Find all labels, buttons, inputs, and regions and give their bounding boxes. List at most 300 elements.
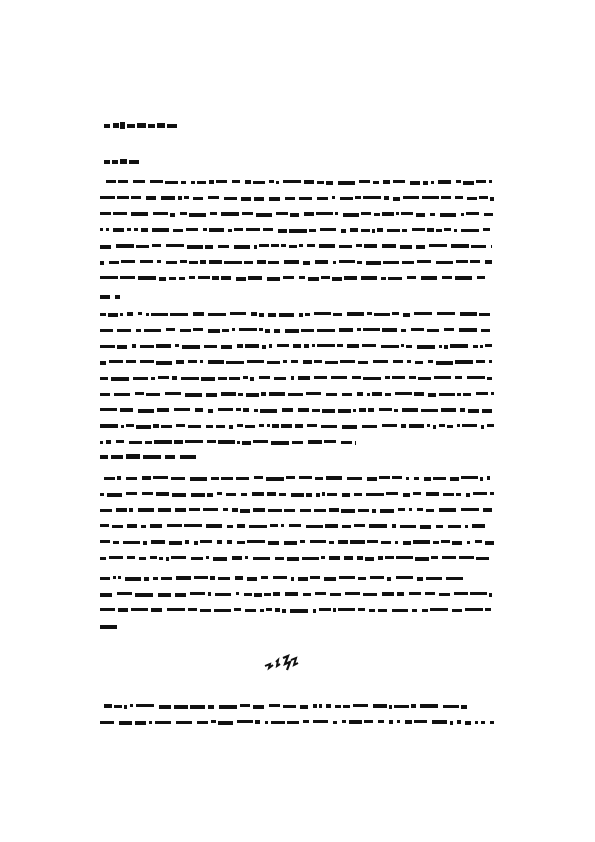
glyph-run [190, 705, 205, 709]
glyph-run [151, 608, 162, 612]
glyph-run [261, 576, 268, 579]
glyph-run [362, 425, 377, 428]
glyph-run [476, 180, 486, 183]
glyph-run [242, 441, 251, 445]
glyph-run [409, 592, 421, 595]
glyph-run [424, 477, 431, 481]
glyph-run [124, 705, 127, 709]
glyph-run [489, 360, 492, 363]
glyph-run [193, 312, 204, 316]
glyph-run [131, 196, 141, 199]
glyph-run [428, 393, 436, 397]
glyph-run [113, 541, 119, 544]
glyph-run [232, 508, 238, 512]
glyph-run [350, 228, 358, 232]
glyph-run [206, 524, 222, 528]
glyph-run [341, 441, 352, 444]
glyph-run [252, 492, 264, 496]
glyph-run [436, 261, 453, 264]
glyph-run [338, 540, 348, 544]
glyph-run [135, 593, 153, 597]
glyph-run [485, 344, 492, 347]
glyph-run [339, 260, 355, 263]
glyph-run [161, 425, 172, 428]
glyph-run [243, 408, 249, 412]
glyph-run [194, 541, 198, 545]
glyph-run [319, 608, 331, 611]
glyph-run [393, 180, 405, 183]
glyph-run [451, 244, 469, 248]
glyph-run [410, 181, 420, 185]
glyph-run [385, 393, 391, 396]
glyph-run [357, 556, 363, 560]
glyph-run [222, 329, 229, 332]
glyph-run [237, 720, 253, 723]
glyph-run [224, 197, 237, 200]
glyph-run [367, 312, 372, 315]
glyph-run [432, 720, 447, 724]
glyph-run [409, 376, 416, 379]
glyph-run [151, 377, 155, 380]
glyph-run [100, 493, 104, 496]
glyph-run [433, 541, 439, 544]
glyph-run [298, 577, 308, 581]
text-line [0, 422, 595, 430]
glyph-run [306, 392, 321, 395]
glyph-run [443, 493, 454, 496]
glyph-run [265, 721, 268, 724]
glyph-run [463, 393, 471, 396]
glyph-run [325, 361, 338, 364]
glyph-run [172, 493, 186, 497]
glyph-run [141, 228, 148, 232]
glyph-run [239, 328, 257, 331]
glyph-run [180, 260, 187, 263]
glyph-run [248, 276, 262, 280]
glyph-run [188, 608, 197, 611]
glyph-run [372, 392, 382, 396]
glyph-run [293, 344, 301, 348]
glyph-run [406, 345, 412, 348]
glyph-run [392, 376, 405, 379]
glyph-run [450, 477, 459, 481]
glyph-run [273, 592, 280, 596]
glyph-run [354, 493, 362, 496]
glyph-run [254, 476, 263, 479]
glyph-run [354, 524, 365, 527]
glyph-run [208, 329, 220, 333]
glyph-run [320, 228, 336, 231]
glyph-run [396, 212, 399, 215]
text-line [0, 390, 595, 398]
glyph-run [388, 277, 402, 280]
glyph-run [455, 276, 472, 280]
glyph-run [355, 441, 356, 445]
glyph-run [385, 376, 390, 379]
glyph-run [278, 229, 287, 233]
text-line [0, 438, 595, 446]
glyph-run [461, 476, 478, 479]
glyph-run [444, 345, 448, 349]
text-line [0, 374, 595, 382]
glyph-run [315, 477, 323, 480]
glyph-run [159, 557, 163, 560]
glyph-run [120, 313, 123, 316]
glyph-run [415, 361, 423, 364]
glyph-run [378, 556, 383, 560]
glyph-run [347, 312, 364, 316]
glyph-run [456, 260, 468, 263]
glyph-run [343, 213, 359, 217]
glyph-run [490, 197, 494, 201]
glyph-run [139, 557, 146, 560]
glyph-run [490, 492, 494, 495]
glyph-run [150, 556, 157, 559]
glyph-run [215, 593, 231, 596]
glyph-run [429, 244, 447, 247]
glyph-run [434, 376, 451, 379]
glyph-run [313, 609, 316, 613]
glyph-run [272, 424, 279, 428]
glyph-run [300, 705, 308, 709]
glyph-run [367, 393, 370, 396]
glyph-run [397, 592, 404, 596]
glyph-run [176, 721, 192, 724]
text-line [0, 274, 595, 282]
glyph-run [422, 196, 439, 199]
glyph-run [120, 276, 135, 279]
text-line [0, 310, 595, 318]
glyph-run [352, 376, 361, 379]
glyph-run [279, 313, 294, 317]
glyph-run [335, 212, 338, 215]
glyph-run [309, 229, 316, 232]
glyph-run [169, 541, 182, 545]
glyph-run [204, 345, 217, 348]
glyph-run [100, 424, 118, 428]
glyph-run [299, 313, 303, 317]
glyph-run [465, 525, 468, 528]
glyph-run [363, 196, 381, 199]
glyph-run [314, 376, 327, 379]
glyph-run [412, 228, 425, 231]
glyph-run [100, 608, 115, 611]
glyph-run [115, 295, 120, 299]
glyph-run [286, 476, 295, 479]
glyph-run [457, 424, 460, 427]
glyph-run [403, 541, 411, 545]
glyph-run [299, 476, 312, 479]
glyph-run [152, 228, 169, 232]
glyph-run [314, 312, 331, 315]
glyph-run [283, 180, 301, 183]
glyph-run [253, 440, 268, 443]
glyph-run [422, 609, 428, 612]
glyph-run [107, 493, 122, 497]
glyph-run [208, 409, 213, 413]
glyph-run [317, 329, 335, 332]
glyph-run [312, 409, 320, 412]
glyph-run [100, 557, 106, 560]
glyph-run [181, 377, 199, 380]
glyph-run [282, 609, 286, 613]
glyph-run [487, 476, 490, 480]
glyph-run [247, 577, 257, 581]
glyph-run [143, 541, 147, 545]
glyph-run [303, 720, 309, 723]
glyph-run [306, 525, 323, 528]
glyph-run [153, 424, 159, 428]
glyph-run [157, 408, 169, 412]
text-line [0, 342, 595, 350]
glyph-run [392, 609, 408, 612]
glyph-run [326, 181, 333, 185]
glyph-run [482, 409, 492, 413]
glyph-run [267, 361, 280, 364]
glyph-run [197, 181, 206, 184]
glyph-run [341, 229, 346, 233]
glyph-run [198, 276, 210, 279]
glyph-run [218, 577, 230, 580]
glyph-run [127, 556, 135, 559]
glyph-run [242, 212, 253, 215]
glyph-run [244, 593, 252, 596]
glyph-run [166, 261, 177, 264]
glyph-run [265, 329, 270, 333]
glyph-run [338, 608, 355, 611]
glyph-run [253, 705, 264, 709]
glyph-run [455, 360, 473, 364]
glyph-run [457, 393, 461, 396]
glyph-run [208, 705, 214, 709]
glyph-run [125, 577, 141, 581]
glyph-run [100, 361, 106, 365]
glyph-run [436, 525, 443, 528]
glyph-run [344, 556, 353, 560]
glyph-run [229, 425, 233, 429]
glyph-run [247, 360, 264, 363]
glyph-run [243, 376, 248, 379]
glyph-run [382, 328, 397, 332]
text-line [0, 506, 595, 514]
glyph-run [210, 212, 217, 215]
glyph-run [237, 524, 245, 528]
glyph-run [207, 440, 216, 443]
glyph-run [176, 576, 191, 580]
glyph-run [247, 540, 265, 543]
glyph-run [188, 425, 201, 428]
glyph-run [138, 409, 154, 413]
glyph-run [452, 541, 462, 545]
glyph-run [411, 704, 416, 708]
glyph-run [186, 228, 198, 231]
glyph-run [321, 425, 337, 428]
glyph-run [452, 609, 462, 612]
glyph-run [189, 261, 198, 264]
glyph-run [392, 312, 399, 315]
glyph-run [279, 493, 286, 496]
glyph-run [253, 181, 265, 184]
glyph-run [310, 576, 320, 579]
glyph-run [367, 540, 378, 543]
glyph-run [260, 409, 277, 413]
glyph-run [358, 608, 365, 611]
glyph-run [345, 592, 360, 595]
glyph-run [394, 705, 409, 708]
glyph-run [244, 261, 253, 264]
glyph-run [106, 180, 116, 183]
glyph-run [392, 476, 402, 479]
glyph-run [219, 705, 237, 709]
glyph-run [262, 345, 266, 349]
glyph-run [362, 344, 376, 347]
glyph-run [483, 228, 490, 231]
glyph-run [113, 212, 127, 215]
glyph-run [190, 592, 205, 595]
glyph-run [324, 440, 336, 443]
glyph-run [386, 492, 398, 495]
glyph-run [467, 541, 470, 544]
glyph-run [127, 524, 137, 528]
glyph-run [442, 556, 456, 559]
text-line [0, 210, 595, 218]
glyph-run [289, 245, 297, 248]
glyph-run [207, 493, 213, 497]
glyph-run [417, 577, 423, 581]
glyph-run [480, 345, 483, 348]
glyph-run [185, 440, 203, 443]
glyph-run [433, 425, 436, 429]
glyph-run [250, 377, 254, 381]
glyph-run [104, 477, 115, 480]
glyph-run [201, 377, 215, 381]
glyph-run [321, 556, 325, 559]
glyph-run [182, 345, 200, 349]
glyph-run [356, 244, 362, 247]
glyph-run [407, 276, 416, 279]
glyph-run [227, 540, 232, 544]
glyph-run [109, 556, 123, 559]
glyph-run [393, 360, 403, 363]
glyph-run [396, 556, 413, 559]
glyph-run [363, 593, 377, 596]
glyph-run [270, 524, 278, 527]
glyph-run [370, 576, 384, 579]
glyph-run [398, 508, 405, 511]
glyph-run [268, 313, 276, 317]
glyph-run [475, 540, 482, 543]
glyph-run [291, 376, 294, 380]
glyph-run [302, 557, 319, 560]
glyph-run [218, 440, 235, 444]
glyph-run [121, 260, 135, 263]
glyph-run [269, 704, 280, 707]
glyph-run [246, 228, 260, 231]
glyph-run [321, 276, 330, 279]
glyph-run [185, 540, 189, 544]
glyph-run [123, 541, 140, 544]
glyph-run [340, 360, 355, 363]
glyph-run [298, 376, 310, 380]
glyph-run [355, 196, 361, 199]
glyph-run [476, 392, 488, 395]
glyph-run [197, 721, 208, 724]
glyph-run [240, 704, 250, 707]
glyph-run [156, 344, 171, 348]
glyph-run [338, 181, 355, 185]
glyph-run [455, 376, 462, 379]
glyph-run [402, 408, 418, 412]
glyph-run [481, 425, 484, 429]
glyph-run [421, 276, 437, 280]
glyph-run [420, 704, 438, 708]
glyph-run [194, 576, 208, 579]
glyph-run [367, 477, 377, 481]
glyph-run [485, 541, 494, 545]
glyph-run [485, 260, 492, 264]
glyph-run [381, 345, 399, 348]
glyph-run [106, 228, 109, 231]
glyph-run [254, 245, 257, 249]
glyph-run [287, 557, 299, 561]
glyph-run [263, 228, 273, 231]
glyph-run [389, 720, 393, 724]
glyph-run [285, 197, 295, 200]
glyph-run [339, 328, 353, 332]
glyph-run [322, 492, 325, 496]
glyph-run [373, 704, 387, 708]
glyph-run [264, 593, 271, 596]
glyph-run [299, 244, 303, 247]
glyph-run [411, 328, 424, 331]
glyph-run [405, 720, 412, 724]
glyph-run [150, 180, 163, 183]
glyph-run [171, 556, 186, 559]
glyph-run [119, 721, 132, 725]
glyph-run [129, 441, 142, 444]
glyph-run [369, 609, 375, 612]
glyph-run [325, 524, 338, 528]
glyph-run [420, 525, 431, 529]
glyph-run [489, 180, 492, 183]
glyph-run [238, 393, 243, 396]
glyph-run [426, 492, 439, 496]
glyph-run [322, 409, 335, 413]
glyph-run [378, 609, 387, 612]
glyph-run [126, 360, 136, 363]
glyph-run [413, 540, 430, 544]
glyph-run [400, 245, 412, 249]
glyph-run [136, 245, 149, 248]
glyph-run [379, 476, 390, 479]
glyph-run [377, 228, 383, 232]
glyph-run [246, 393, 259, 397]
glyph-run [100, 295, 110, 299]
glyph-run [117, 345, 127, 349]
glyph-run [353, 409, 356, 412]
glyph-run [406, 477, 409, 480]
glyph-run [111, 377, 129, 381]
glyph-run [232, 328, 235, 331]
glyph-run [427, 424, 430, 427]
glyph-run [317, 197, 328, 200]
glyph-run [271, 244, 279, 247]
glyph-run [166, 557, 169, 561]
glyph-run [476, 360, 485, 363]
glyph-run [358, 577, 366, 580]
glyph-run [364, 244, 377, 248]
glyph-run [373, 360, 388, 363]
